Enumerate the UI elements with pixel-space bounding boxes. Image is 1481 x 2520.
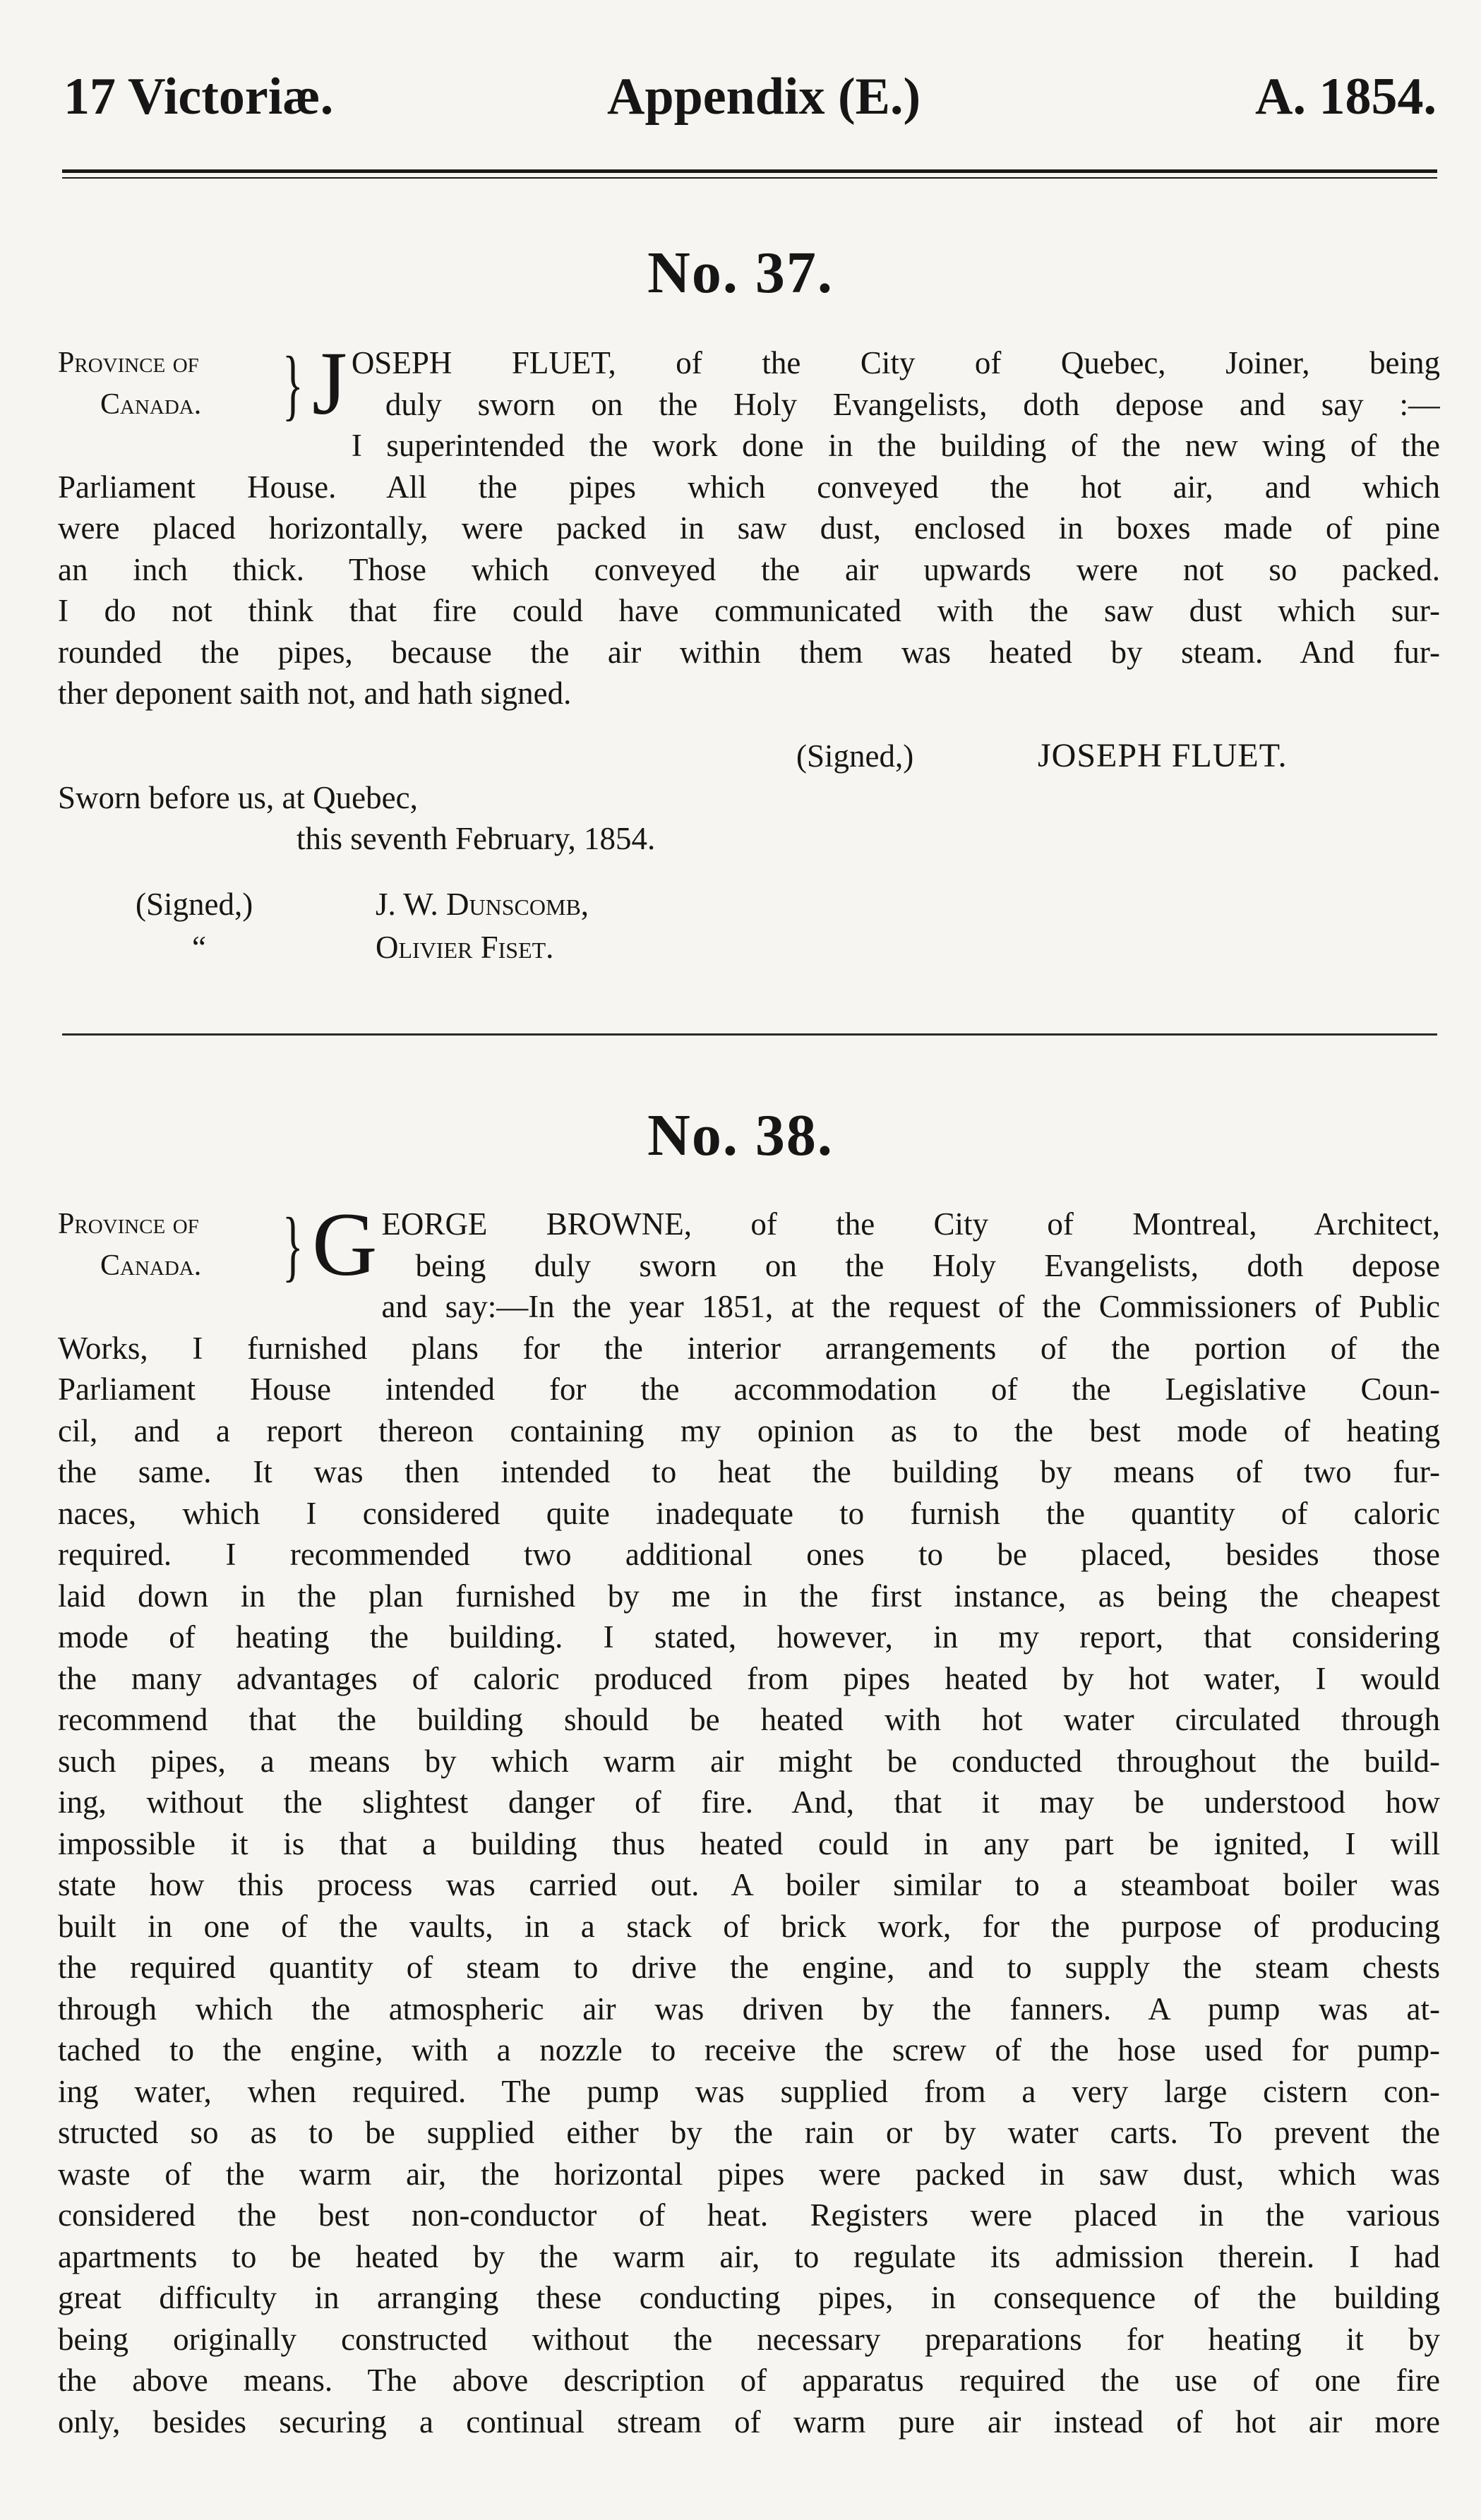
section-divider: [62, 1033, 1437, 1036]
text-line: an inch thick. Those which conveyed the air upwards were not so packed.: [58, 551, 1440, 587]
province-label: [58, 1202, 312, 1290]
text-line: I superintended the work done in the building of the new wing of the: [351, 428, 1440, 463]
text-line: state how this process was carried out. A boiler similar to a steamboat boiler was: [58, 1867, 1440, 1902]
text-line: being originally constructed without the necessary preparations for heating it by: [58, 2321, 1440, 2357]
text-line: and say:—In the year 1851, at the request of the Commissioners of Public: [381, 1289, 1440, 1324]
text-line: the many advantages of caloric produced from pipes heated by hot water, I would: [58, 1660, 1440, 1696]
text-line: considered the best non-conductor of heat. Registers were placed in the various: [58, 2197, 1440, 2233]
text-line: naces, which I considered quite inadequate to furnish the quantity of caloric: [58, 1495, 1440, 1531]
province-line-2: Canada.: [100, 388, 202, 421]
section-title-38: No. 38.: [647, 1103, 834, 1168]
province-line-1: Province of: [58, 347, 199, 379]
brace-icon: }: [282, 1202, 304, 1290]
text-line: through which the atmospheric air was driven by the fanners. A pump was at-: [58, 1991, 1440, 2027]
text-line: impossible it is that a building thus heated could in any part be ignited, I will: [58, 1825, 1440, 1861]
section-title-37: No. 37.: [647, 240, 834, 306]
text-line: recommend that the building should be heated with hot water circulated through: [58, 1702, 1440, 1737]
text-line: Parliament House intended for the accommodation of the Legislative Coun-: [58, 1372, 1440, 1407]
running-head-year: A. 1854.: [1255, 68, 1437, 126]
running-head-appendix: Appendix (E.): [607, 68, 921, 126]
text-line: cil, and a report thereon containing my opinion as to the best mode of heating: [58, 1412, 1440, 1448]
drop-cap: J: [312, 333, 347, 433]
witness-ditto-mark: “: [192, 930, 206, 965]
text-line: tached to the engine, with a nozzle to receive the screw of the hose used for pump-: [58, 2032, 1440, 2068]
text-line: apartments to be heated by the warm air, to regulate its admission therein. I had: [58, 2238, 1440, 2274]
witness-signed-label: (Signed,): [136, 887, 253, 922]
text-line: built in one of the vaults, in a stack of brick work, for the purpose of producing: [58, 1908, 1440, 1944]
text-line: duly sworn on the Holy Evangelists, doth depose and say :—: [385, 386, 1440, 422]
text-line: rounded the pipes, because the air within them was heated by steam. And fur-: [58, 634, 1440, 670]
deposition-38-body: [58, 1194, 1440, 2442]
text-line: OSEPH FLUET, of the City of Quebec, Joiner, being: [351, 345, 1440, 380]
running-head: [64, 67, 1437, 131]
text-line: Parliament House. All the pipes which conveyed the hot air, and which: [58, 469, 1440, 505]
province-line-1: Province of: [58, 1208, 199, 1240]
header-double-rule: [62, 169, 1437, 179]
text-line: only, besides securing a continual stream of warm pure air instead of hot air more: [58, 2404, 1440, 2440]
text-line: waste of the warm air, the horizontal pipes were packed in saw dust, which was: [58, 2156, 1440, 2192]
sworn-line-1: Sworn before us, at Quebec,: [58, 780, 418, 815]
text-line: ing water, when required. The pump was supplied from a very large cistern con-: [58, 2073, 1440, 2109]
text-line: such pipes, a means by which warm air might be conducted throughout the build-: [58, 1743, 1440, 1779]
witness-name-2: Olivier Fiset.: [376, 930, 554, 965]
running-head-session: 17 Victoriæ.: [64, 68, 334, 126]
province-label: [58, 341, 312, 428]
text-line: mode of heating the building. I stated, however, in my report, that considering: [58, 1619, 1440, 1655]
text-line: the same. It was then intended to heat the building by means of two fur-: [58, 1454, 1440, 1489]
text-line: the required quantity of steam to drive the engine, and to supply the steam chests: [58, 1950, 1440, 1985]
text-line: ther deponent saith not, and hath signed.: [58, 676, 572, 711]
text-line: great difficulty in arranging these conducting pipes, in consequence of the building: [58, 2280, 1440, 2315]
deposition-37-body: [58, 333, 1440, 714]
text-line: the above means. The above description of apparatus required the use of one fire: [58, 2363, 1440, 2398]
text-line: EORGE BROWNE, of the City of Montreal, Architect,: [381, 1206, 1440, 1242]
text-line: ing, without the slightest danger of fire. And, that it may be understood how: [58, 1784, 1440, 1820]
drop-cap: G: [312, 1194, 378, 1295]
text-line: required. I recommended two additional ones to be placed, besides those: [58, 1537, 1440, 1572]
deponent-signature: JOSEPH FLUET.: [1038, 737, 1288, 774]
sworn-line-2: this seventh February, 1854.: [296, 821, 656, 856]
text-line: being duly sworn on the Holy Evangelists, doth depose: [415, 1247, 1440, 1283]
text-line: Works, I furnished plans for the interior arrangements of the portion of the: [58, 1330, 1440, 1366]
signed-label: (Signed,): [796, 738, 914, 774]
province-line-2: Canada.: [100, 1249, 202, 1282]
text-line: I do not think that fire could have communicated with the saw dust which sur-: [58, 593, 1440, 628]
text-line: laid down in the plan furnished by me in the first instance, as being the cheapest: [58, 1578, 1440, 1614]
witness-name-1: J. W. Dunscomb,: [376, 887, 589, 922]
text-line: were placed horizontally, were packed in saw dust, enclosed in boxes made of pine: [58, 510, 1440, 546]
brace-icon: }: [282, 341, 304, 428]
text-line: structed so as to be supplied either by the rain or by water carts. To prevent the: [58, 2115, 1440, 2150]
